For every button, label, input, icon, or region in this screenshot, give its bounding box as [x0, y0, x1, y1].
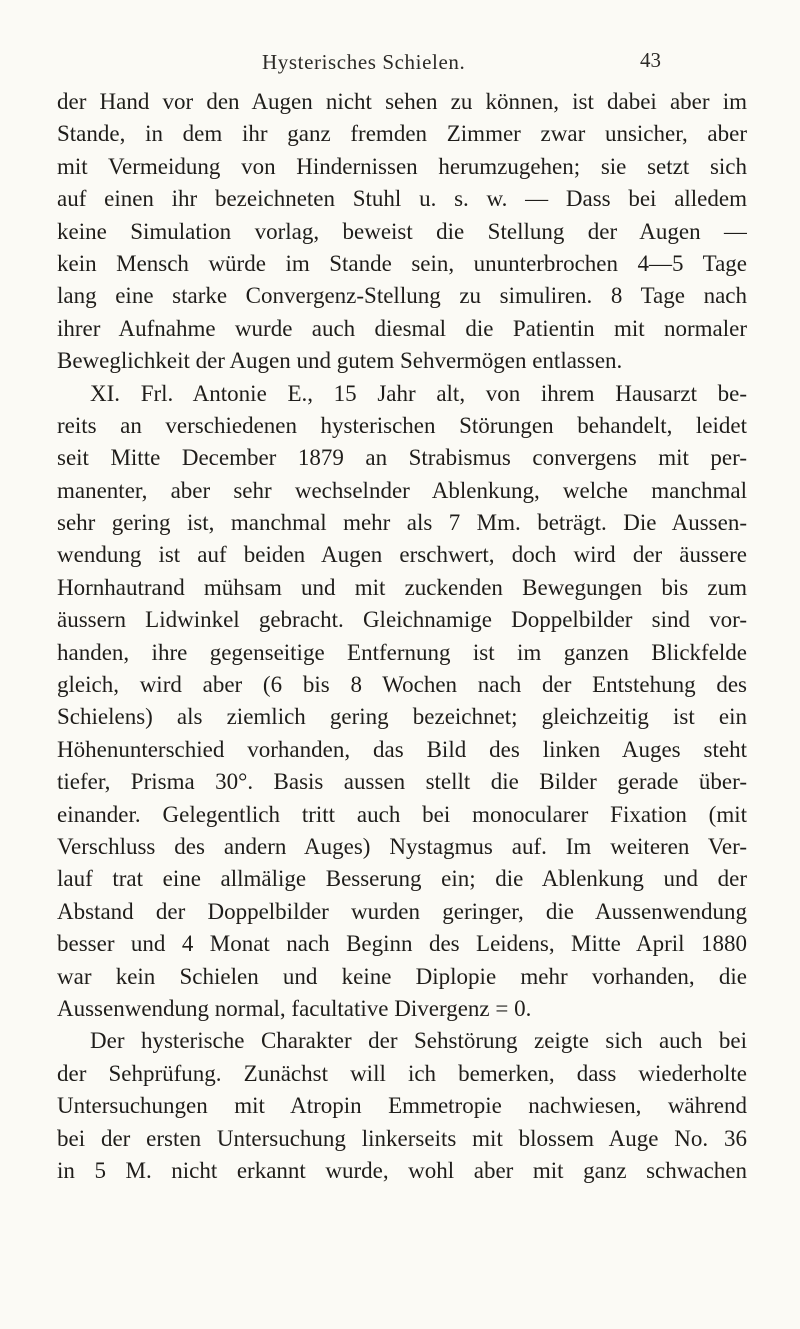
- text-line: in 5 M. nicht erkannt wurde, wohl aber mit ganz schwachen: [57, 1157, 747, 1183]
- text-line: reits an verschiedenen hysterischen Störungen behandelt, leidet: [57, 412, 747, 438]
- text-line: Beweglichkeit der Augen und gutem Sehvermögen entlassen.: [57, 348, 623, 374]
- running-header: Hysterisches Schielen.: [262, 50, 466, 74]
- text-line: Stande, in dem ihr ganz fremden Zimmer zwar unsicher, aber: [57, 121, 747, 147]
- text-line: besser und 4 Monat nach Beginn des Leidens, Mitte April 1880: [57, 931, 747, 957]
- text-line: keine Simulation vorlag, beweist die Stellung der Augen —: [57, 218, 747, 244]
- text-line: manenter, aber sehr wechselnder Ablenkung, welche manchmal: [57, 477, 747, 503]
- text-line: einander. Gelegentlich tritt auch bei monocularer Fixation (mit: [57, 801, 747, 827]
- text-line: handen, ihre gegenseitige Entfernung ist im ganzen Blickfelde: [57, 639, 747, 665]
- text-line: sehr gering ist, manchmal mehr als 7 Mm. beträgt. Die Aussen-: [57, 510, 747, 536]
- body-text: [57, 86, 747, 1187]
- text-line: auf einen ihr bezeichneten Stuhl u. s. w. — Dass bei alledem: [57, 186, 747, 212]
- text-line: seit Mitte December 1879 an Strabismus convergens mit per-: [57, 445, 747, 471]
- text-line: wendung ist auf beiden Augen erschwert, doch wird der äussere: [57, 542, 747, 568]
- page-number: 43: [640, 48, 661, 72]
- text-line: kein Mensch würde im Stande sein, ununterbrochen 4—5 Tage: [57, 250, 747, 276]
- text-line: Höhenunterschied vorhanden, das Bild des linken Auges steht: [57, 736, 747, 762]
- text-line: Schielens) als ziemlich gering bezeichnet; gleichzeitig ist ein: [57, 704, 747, 730]
- text-line: lauf trat eine allmälige Besserung ein; die Ablenkung und der: [57, 866, 747, 892]
- text-line: der Sehprüfung. Zunächst will ich bemerken, dass wiederholte: [57, 1060, 747, 1086]
- text-line: bei der ersten Untersuchung linkerseits mit blossem Auge No. 36: [57, 1125, 747, 1151]
- text-line: Verschluss des andern Auges) Nystagmus auf. Im weiteren Ver-: [57, 833, 747, 859]
- text-line: tiefer, Prisma 30°. Basis aussen stellt die Bilder gerade über-: [57, 769, 747, 795]
- text-line: gleich, wird aber (6 bis 8 Wochen nach der Entstehung des: [57, 672, 747, 698]
- text-line: äussern Lidwinkel gebracht. Gleichnamige Doppelbilder sind vor-: [57, 607, 747, 633]
- text-line: Der hysterische Charakter der Sehstörung zeigte sich auch bei: [90, 1028, 747, 1054]
- text-line: Aussenwendung normal, facultative Divergenz = 0.: [57, 995, 532, 1021]
- text-line: lang eine starke Convergenz-Stellung zu simuliren. 8 Tage nach: [57, 283, 747, 309]
- text-line: Untersuchungen mit Atropin Emmetropie nachwiesen, während: [57, 1093, 747, 1119]
- text-line: Hornhautrand mühsam und mit zuckenden Bewegungen bis zum: [57, 574, 747, 600]
- text-line: Abstand der Doppelbilder wurden geringer, die Aussenwendung: [57, 898, 747, 924]
- text-line: XI. Frl. Antonie E., 15 Jahr alt, von ihrem Hausarzt be-: [90, 380, 747, 406]
- text-line: der Hand vor den Augen nicht sehen zu können, ist dabei aber im: [57, 89, 747, 114]
- text-line: war kein Schielen und keine Diplopie mehr vorhanden, die: [57, 963, 747, 989]
- text-line: mit Vermeidung von Hindernissen herumzugehen; sie setzt sich: [57, 153, 747, 179]
- text-line: ihrer Aufnahme wurde auch diesmal die Patientin mit normaler: [57, 315, 747, 341]
